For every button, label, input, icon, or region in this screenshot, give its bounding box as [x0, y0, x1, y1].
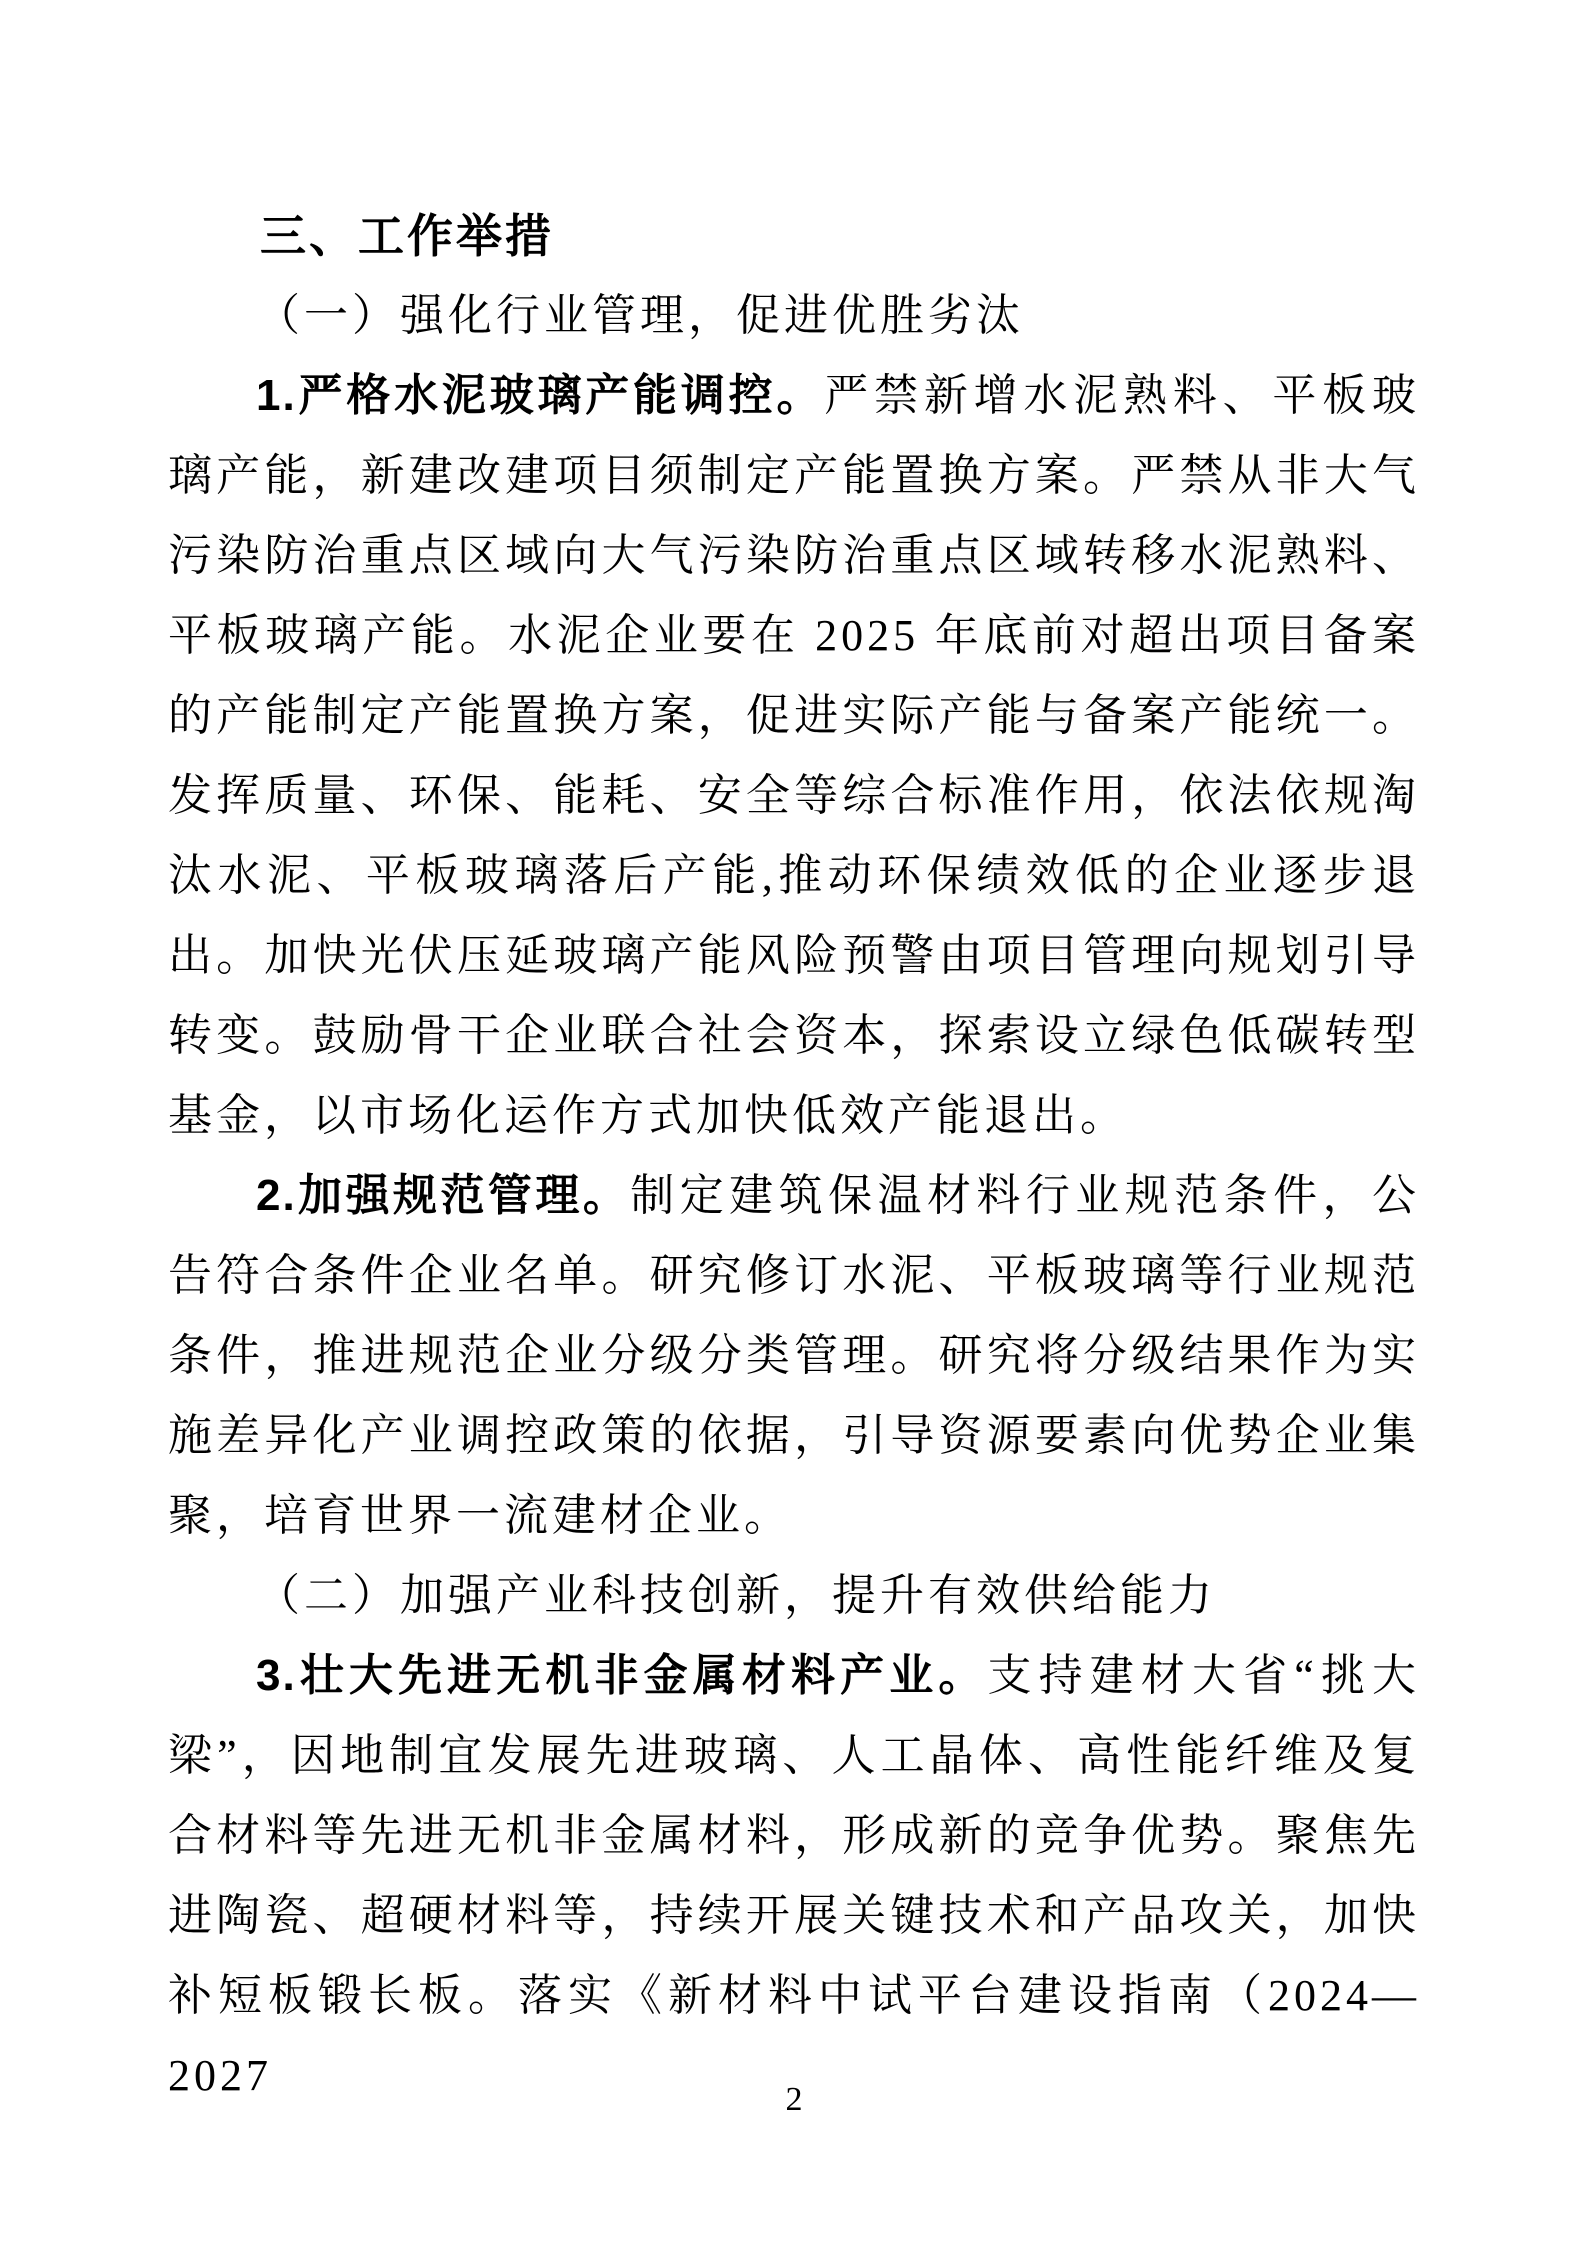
paragraph-1-body: 严禁新增水泥熟料、平板玻璃产能，新建改建项目须制定产能置换方案。严禁从非大气污染防治重点区域向大气污染防治重点区域转移水泥熟料、平板玻璃产能。水泥企业要在 2025 年底前对超出项目备案的产能制定产能置换方案，促进实际产能与备案产能统一。发挥质量、环保、能耗、安全等综合标准作用，依法依规淘汰水泥、平板玻璃落后产能,推动环保绩效低的企业逐步退出。加快光伏压延玻璃产能风险预警由项目管理向规划引导转变。鼓励骨干企业联合社会资本，探索设立绿色低碳转型基金，以市场化运作方式加快低效产能退出。: [168, 371, 1420, 1140]
paragraph-3-lead: 3.壮大先进无机非金属材料产业。: [256, 1651, 988, 1700]
paragraph-1-lead: 1.严格水泥玻璃产能调控。: [256, 371, 825, 420]
paragraph-2-body: 制定建筑保温材料行业规范条件，公告符合条件企业名单。研究修订水泥、平板玻璃等行业规范条件，推进规范企业分级分类管理。研究将分级结果作为实施差异化产业调控政策的依据，引导资源要素向优势企业集聚，培育世界一流建材企业。: [168, 1171, 1420, 1540]
paragraph-3: [168, 1636, 1420, 2116]
paragraph-1: [168, 356, 1420, 1156]
subsection-2-heading: （二）加强产业科技创新，提升有效供给能力: [256, 1571, 1216, 1620]
paragraph-2-lead: 2.加强规范管理。: [256, 1171, 631, 1220]
section-heading: 三、工作举措: [260, 210, 554, 262]
paragraph-2: [168, 1156, 1420, 1556]
page-number: 2: [785, 2081, 803, 2118]
document-content: [168, 196, 1420, 2116]
paragraph-3-body: 支持建材大省“挑大梁”，因地制宜发展先进玻璃、人工晶体、高性能纤维及复合材料等先进无机非金属材料，形成新的竞争优势。聚焦先进陶瓷、超硬材料等，持续开展关键技术和产品攻关，加快补短板锻长板。落实《新材料中试平台建设指南（2024—2027: [168, 1651, 1420, 2100]
subsection-1-heading: （一）强化行业管理，促进优胜劣汰: [256, 291, 1024, 340]
